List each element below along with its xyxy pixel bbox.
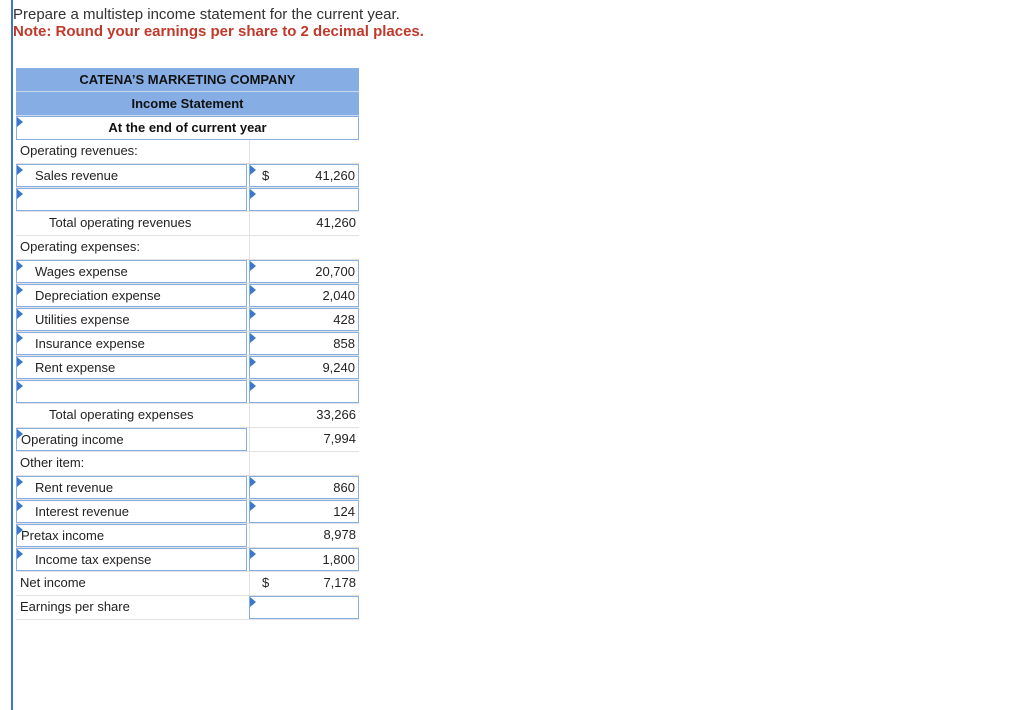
amount-value: 9,240 xyxy=(322,360,355,375)
row-label xyxy=(16,452,247,475)
account-select[interactable] xyxy=(16,380,247,403)
dropdown-marker-icon xyxy=(17,261,23,271)
account-select[interactable] xyxy=(16,428,247,451)
dropdown-marker-icon xyxy=(17,165,23,175)
statement-row xyxy=(16,332,359,356)
amount-input[interactable] xyxy=(249,500,359,523)
amount-cell xyxy=(249,404,359,427)
statement-row xyxy=(16,260,359,284)
amount-cell xyxy=(249,452,359,475)
amount-input[interactable] xyxy=(249,188,359,211)
dropdown-marker-icon xyxy=(17,477,23,487)
statement-row xyxy=(16,476,359,500)
amount-input[interactable] xyxy=(249,596,359,619)
row-label xyxy=(16,596,247,619)
statement-row xyxy=(16,212,359,236)
dropdown-marker-icon xyxy=(17,309,23,319)
account-select[interactable] xyxy=(16,164,247,187)
dropdown-marker-icon xyxy=(17,285,23,295)
amount-input[interactable] xyxy=(249,164,359,187)
amount-value: 41,260 xyxy=(316,215,356,230)
statement-row xyxy=(16,548,359,572)
account-select[interactable] xyxy=(16,308,247,331)
rounding-note: Note: Round your earnings per share to 2 decimal places. xyxy=(13,23,424,40)
amount-value: 124 xyxy=(333,504,355,519)
statement-row xyxy=(16,284,359,308)
instruction-text: Prepare a multistep income statement for the current year. xyxy=(13,6,400,23)
row-label-text: Income tax expense xyxy=(35,552,152,567)
amount-input[interactable] xyxy=(249,380,359,403)
statement-row xyxy=(16,500,359,524)
amount-input[interactable] xyxy=(249,284,359,307)
row-label xyxy=(16,140,247,163)
statement-row xyxy=(16,452,359,476)
row-label-text: Sales revenue xyxy=(35,168,119,183)
account-select[interactable] xyxy=(16,476,247,499)
account-select[interactable] xyxy=(16,188,247,211)
amount-value: 8,978 xyxy=(323,527,356,542)
amount-cell xyxy=(249,428,359,451)
row-label-text: Other item: xyxy=(20,455,85,470)
row-label-text: Rent revenue xyxy=(35,480,114,495)
row-label-text: Pretax income xyxy=(21,528,105,543)
input-marker-icon xyxy=(250,549,256,559)
statement-row xyxy=(16,140,359,164)
amount-value: 2,040 xyxy=(322,288,355,303)
input-marker-icon xyxy=(250,165,256,175)
input-marker-icon xyxy=(250,189,256,199)
amount-value: 33,266 xyxy=(316,407,356,422)
row-label-text: Interest revenue xyxy=(35,504,129,519)
row-label-text: Rent expense xyxy=(35,360,116,375)
row-label xyxy=(16,572,247,595)
dropdown-marker-icon xyxy=(17,381,23,391)
statement-row xyxy=(16,236,359,260)
row-label xyxy=(16,212,247,235)
account-select[interactable] xyxy=(16,284,247,307)
input-marker-icon xyxy=(250,309,256,319)
statement-row xyxy=(16,596,359,620)
input-marker-icon xyxy=(250,333,256,343)
statement-title: Income Statement xyxy=(16,92,359,116)
amount-input[interactable] xyxy=(249,260,359,283)
row-label xyxy=(16,404,247,427)
statement-row xyxy=(16,356,359,380)
row-label-text: Depreciation expense xyxy=(35,288,161,303)
input-marker-icon xyxy=(250,261,256,271)
statement-row xyxy=(16,164,359,188)
amount-value: 860 xyxy=(333,480,355,495)
amount-value: 7,994 xyxy=(323,431,356,446)
company-name: CATENA’S MARKETING COMPANY xyxy=(16,68,359,92)
input-marker-icon xyxy=(250,597,256,607)
account-select[interactable] xyxy=(16,524,247,547)
dropdown-marker-icon xyxy=(17,189,23,199)
statement-period[interactable] xyxy=(16,116,359,140)
amount-value: 858 xyxy=(333,336,355,351)
input-marker-icon xyxy=(250,477,256,487)
statement-row xyxy=(16,188,359,212)
amount-value: 7,178 xyxy=(323,575,356,590)
statement-row xyxy=(16,380,359,404)
dropdown-marker-icon xyxy=(17,429,23,439)
input-marker-icon xyxy=(250,381,256,391)
row-label-text: Net income xyxy=(20,575,86,590)
statement-row xyxy=(16,404,359,428)
dropdown-marker-icon xyxy=(17,333,23,343)
statement-row xyxy=(16,308,359,332)
amount-cell xyxy=(249,236,359,259)
row-label-text: Operating expenses: xyxy=(20,239,140,254)
dropdown-marker-icon xyxy=(17,117,23,127)
amount-cell xyxy=(249,572,359,595)
account-select[interactable] xyxy=(16,332,247,355)
amount-value: 1,800 xyxy=(322,552,355,567)
input-marker-icon xyxy=(250,357,256,367)
left-border xyxy=(11,0,13,710)
row-label-text: Total operating revenues xyxy=(49,215,192,230)
row-label-text: Wages expense xyxy=(35,264,128,279)
amount-cell xyxy=(249,212,359,235)
statement-rows xyxy=(16,140,359,620)
dropdown-marker-icon xyxy=(17,357,23,367)
account-select[interactable] xyxy=(16,548,247,571)
statement-row xyxy=(16,524,359,548)
row-label-text: Operating revenues: xyxy=(20,143,138,158)
input-marker-icon xyxy=(250,501,256,511)
amount-cell xyxy=(249,524,359,547)
row-label-text: Insurance expense xyxy=(35,336,145,351)
amount-input[interactable] xyxy=(249,308,359,331)
dropdown-marker-icon xyxy=(17,501,23,511)
row-label-text: Utilities expense xyxy=(35,312,130,327)
dropdown-marker-icon xyxy=(17,525,23,535)
amount-input[interactable] xyxy=(249,356,359,379)
account-select[interactable] xyxy=(16,260,247,283)
account-select[interactable] xyxy=(16,356,247,379)
amount-cell xyxy=(249,140,359,163)
row-label-text: Operating income xyxy=(21,432,124,447)
income-statement xyxy=(16,68,359,620)
dropdown-marker-icon xyxy=(17,549,23,559)
row-label-text: Total operating expenses xyxy=(49,407,194,422)
amount-value: 428 xyxy=(333,312,355,327)
row-label xyxy=(16,236,247,259)
statement-row xyxy=(16,428,359,452)
statement-row xyxy=(16,572,359,596)
amount-input[interactable] xyxy=(249,476,359,499)
account-select[interactable] xyxy=(16,500,247,523)
statement-period-text: At the end of current year xyxy=(108,120,267,135)
amount-input[interactable] xyxy=(249,332,359,355)
row-label-text: Earnings per share xyxy=(20,599,130,614)
currency-symbol: $ xyxy=(262,575,270,590)
input-marker-icon xyxy=(250,285,256,295)
amount-input[interactable] xyxy=(249,548,359,571)
currency-symbol: $ xyxy=(262,168,270,183)
amount-value: 41,260 xyxy=(315,168,355,183)
amount-value: 20,700 xyxy=(315,264,355,279)
